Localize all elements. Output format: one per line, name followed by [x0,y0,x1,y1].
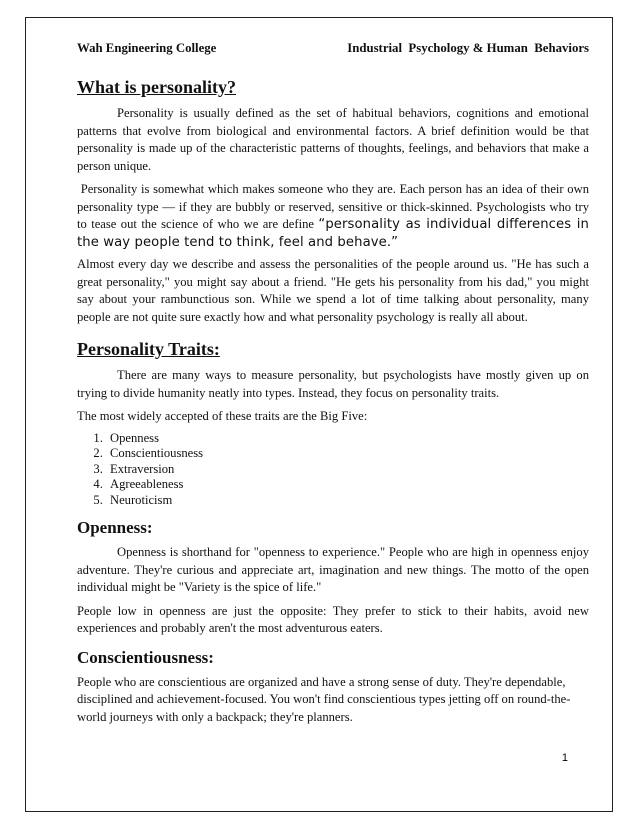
paragraph-personality-quote: “personality as individual differences in the way people tend to think, feel and behave.” [77,217,590,250]
paragraph-personality-definition: Personality is usually defined as the set of habitual behaviors, cognitions and emotional patterns that evolve from biological and environmental factors. A brief definition would be that personality is made up of the characteristic patterns of thoughts, feelings, and behaviors that make a person unique. [77,106,589,173]
paragraph-personality-type-text: Personality is somewhat which makes someone who they are. Each person has an idea of their own personality type — if they are bubbly or reserved, sensitive or thick-skinned. Psychologists who try to tease out the science of who we are define [77,182,589,231]
list-item: 3. Extraversion [106,462,589,478]
page-header [77,40,589,56]
paragraph-traits-intro: There are many ways to measure personality, but psychologists have mostly given up on trying to divide humanity neatly into types. Instead, they focus on personality traits. [77,368,589,400]
paragraph-personality-everyday: Almost every day we describe and assess the personalities of the people around us. "He has such a great personality," you might say about a friend. "He gets his personality from his dad," you might say about your rambunctious son. While we spend a lot of time talking about personality, many people are not quite sure exactly how and what personality psychology is really all about. [77,257,589,324]
list-item: 2. Conscientiousness [106,446,589,462]
big-five-list [77,431,589,509]
document-page [25,17,613,812]
page-content [77,40,589,726]
paragraph-openness-low: People low in openness are just the opposite: They prefer to stick to their habits, avoid new experiences and probably aren't the most adventurous eaters. [77,603,589,635]
paragraph-openness-high: Openness is shorthand for "openness to experience." People who are high in openness enjoy adventure. They're curious and appreciate art, imagination and new things. The motto of the open individual might be "Variety is the spice of life." [77,545,589,594]
heading-conscientiousness: Conscientiousness: [77,647,214,667]
paragraph-conscientiousness: People who are conscientious are organized and have a strong sense of duty. They're dependable, disciplined and achievement-focused. You won't find conscientious types jetting off on round-the-world journeys with only a backpack; they're planners. [77,674,571,724]
heading-what-is-personality: What is personality? [77,77,237,97]
heading-personality-traits: Personality Traits: [77,339,220,359]
header-left: Wah Engineering College [77,41,217,55]
heading-openness: Openness: [77,518,153,537]
list-item: 1. Openness [106,431,589,447]
paragraph-personality-type [77,181,589,251]
list-item: 5. Neuroticism [106,493,589,509]
page-number: 1 [561,752,568,764]
paragraph-big-five-intro: The most widely accepted of these traits are the Big Five: [77,409,368,423]
header-right: Industrial Psychology & Human Behaviors [347,41,589,55]
list-item: 4. Agreeableness [106,477,589,493]
